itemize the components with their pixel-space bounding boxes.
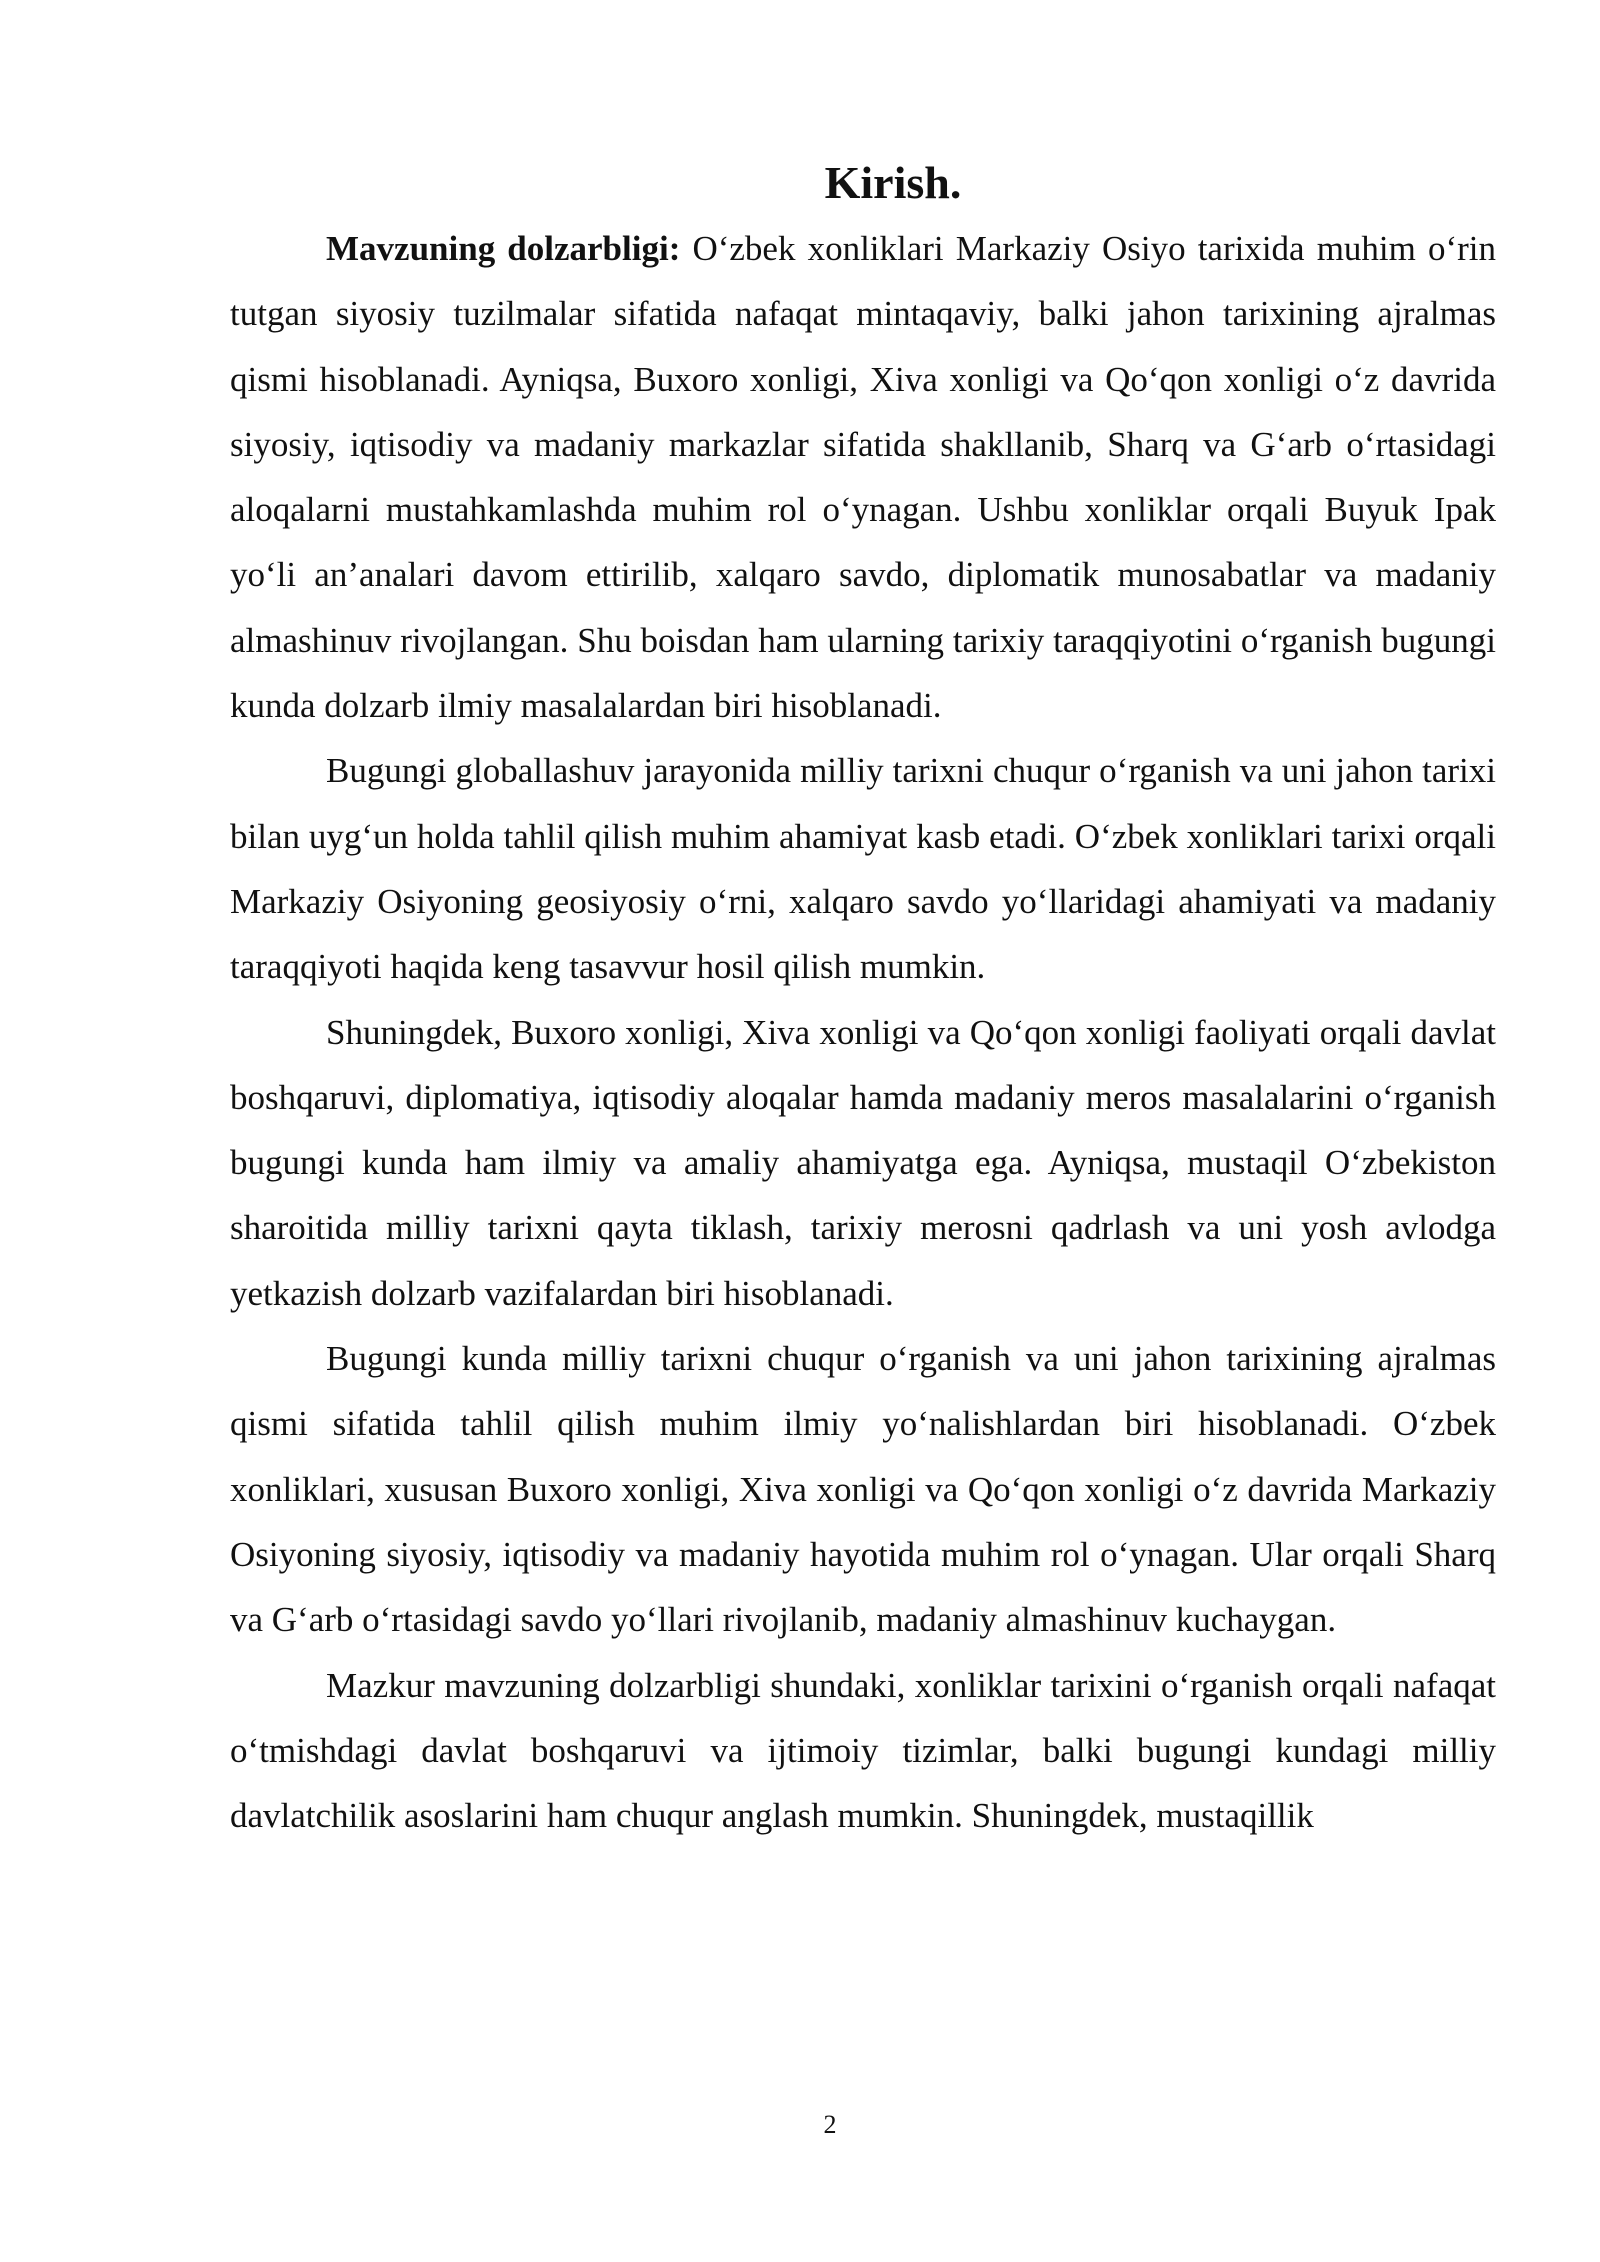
page-title: Kirish. <box>824 157 962 208</box>
page-number: 2 <box>823 2110 837 2139</box>
page-content <box>230 150 1496 1848</box>
paragraph-1-text: O‘zbek xonliklari Markaziy Osiyo tarixida muhim o‘rin tutgan siyosiy tuzilmalar sifatida nafaqat mintaqaviy, balki jahon tarixining ajralmas qismi hisoblanadi. Ayniqsa, Buxoro xonligi, Xiva xonligi va Qo‘qon xonligi o‘z davrida siyosiy, iqtisodiy va madaniy markazlar sifatida shakllanib, Sharq va G‘arb o‘rtasidagi aloqalarni mustahkamlashda muhim rol o‘ynagan. Ushbu xonliklar orqali Buyuk Ipak yo‘li an’analari davom ettirilib, xalqaro savdo, diplomatik munosabatlar va madaniy almashinuv rivojlangan. Shu boisdan ham ularning tarixiy taraqqiyotini o‘rganish bugungi kunda dolzarb ilmiy masalalardan biri hisoblanadi. <box>230 229 1496 726</box>
paragraph-4: Bugungi kunda milliy tarixni chuqur o‘rganish va uni jahon tarixining ajralmas qismi sifatida tahlil qilish muhim ilmiy yo‘nalishlardan biri hisoblanadi. O‘zbek xonliklari, xususan Buxoro xonligi, Xiva xonligi va Qo‘qon xonligi o‘z davrida Markaziy Osiyoning siyosiy, iqtisodiy va madaniy hayotida muhim rol o‘ynagan. Ular orqali Sharq va G‘arb o‘rtasidagi savdo yo‘llari rivojlanib, madaniy almashinuv kuchaygan. <box>230 1339 1496 1640</box>
paragraph-2: Bugungi globallashuv jarayonida milliy tarixni chuqur o‘rganish va uni jahon tarixi bilan uyg‘un holda tahlil qilish muhim ahamiyat kasb etadi. O‘zbek xonliklari tarixi orqali Markaziy Osiyoning geosiyosiy o‘rni, xalqaro savdo yo‘llaridagi ahamiyati va madaniy taraqqiyoti haqida keng tasavvur hosil qilish mumkin. <box>230 751 1496 987</box>
paragraph-1 <box>230 216 1496 738</box>
paragraph-lead: Mavzuning dolzarbligi: <box>326 229 681 268</box>
paragraph-5: Mazkur mavzuning dolzarbligi shundaki, xonliklar tarixini o‘rganish orqali nafaqat o‘tmishdagi davlat boshqaruvi va ijtimoiy tizimlar, balki bugungi kundagi milliy davlatchilik asoslarini ham chuqur anglash mumkin. Shuningdek, mustaqillik <box>230 1665 1496 1836</box>
paragraph-3: Shuningdek, Buxoro xonligi, Xiva xonligi va Qo‘qon xonligi faoliyati orqali davlat boshqaruvi, diplomatiya, iqtisodiy aloqalar hamda madaniy meros masalalarini o‘rganish bugungi kunda ham ilmiy va amaliy ahamiyatga ega. Ayniqsa, mustaqil O‘zbekiston sharoitida milliy tarixni qayta tiklash, tarixiy merosni qadrlash va uni yosh avlodga yetkazish dolzarb vazifalardan biri hisoblanadi. <box>230 1012 1496 1313</box>
